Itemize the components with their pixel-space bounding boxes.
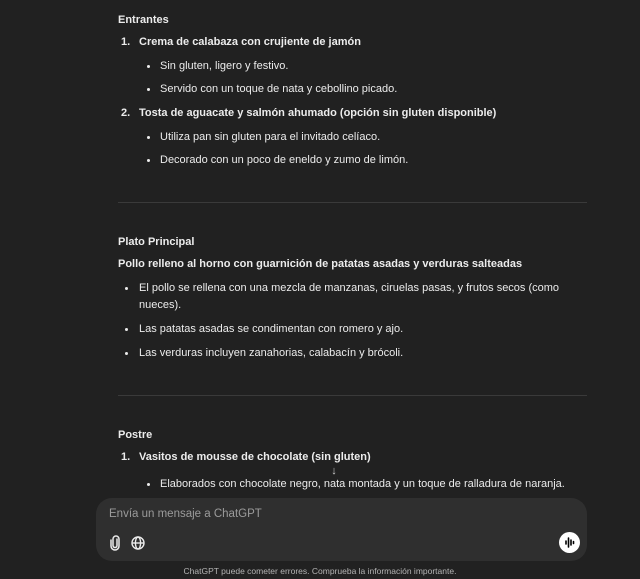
arrow-down-icon[interactable]: ↓ xyxy=(331,465,337,477)
list-number: 1. xyxy=(121,36,131,48)
list-item: Sin gluten, ligero y festivo. xyxy=(160,60,289,72)
list-item-cont: nueces). xyxy=(139,299,182,311)
section-title-postre: Postre xyxy=(118,429,153,441)
list-item: El pollo se rellena con una mezcla de manzanas, ciruelas pasas, y frutos secos (como xyxy=(139,282,560,294)
bullet xyxy=(147,159,150,162)
bullet xyxy=(125,328,128,331)
list-item: Las verduras incluyen zanahorias, calabacín y brócoli. xyxy=(139,347,404,359)
list-item-title: Crema de calabaza con crujiente de jamón xyxy=(139,36,361,48)
paperclip-icon[interactable] xyxy=(107,535,123,551)
list-item-title: Tosta de aguacate y salmón ahumado (opción sin gluten disponible) xyxy=(139,107,497,119)
section-title-principal: Plato Principal xyxy=(118,236,195,248)
dish-title: Pollo relleno al horno con guarnición de patatas asadas y verduras salteadas xyxy=(118,258,523,270)
list-item: Elaborados con chocolate negro, nata montada y un toque de ralladura de naranja. xyxy=(160,478,565,490)
disclaimer: ChatGPT puede cometer errores. Comprueba la información importante. xyxy=(183,566,457,576)
message-input[interactable]: Envía un mensaje a ChatGPT xyxy=(109,508,262,520)
bullet xyxy=(125,352,128,355)
list-item: Las patatas asadas se condimentan con romero y ajo. xyxy=(139,323,404,335)
bullet xyxy=(147,65,150,68)
bullet xyxy=(125,287,128,290)
bullet xyxy=(147,483,150,486)
list-item: Utiliza pan sin gluten para el invitado celíaco. xyxy=(160,131,381,143)
message-composer[interactable] xyxy=(96,498,587,561)
list-number: 1. xyxy=(121,451,131,463)
list-item-title: Vasitos de mousse de chocolate (sin gluten) xyxy=(139,451,371,463)
voice-icon xyxy=(559,532,580,553)
list-item: Servido con un toque de nata y cebollino picado. xyxy=(160,83,398,95)
bullet xyxy=(147,88,150,91)
list-item: Decorado con un poco de eneldo y zumo de limón. xyxy=(160,154,409,166)
bullet xyxy=(147,136,150,139)
globe-icon[interactable] xyxy=(130,535,146,551)
voice-button[interactable] xyxy=(559,532,580,553)
divider xyxy=(118,395,587,396)
divider xyxy=(118,202,587,203)
section-title-entrantes: Entrantes xyxy=(118,14,169,26)
list-number: 2. xyxy=(121,107,131,119)
